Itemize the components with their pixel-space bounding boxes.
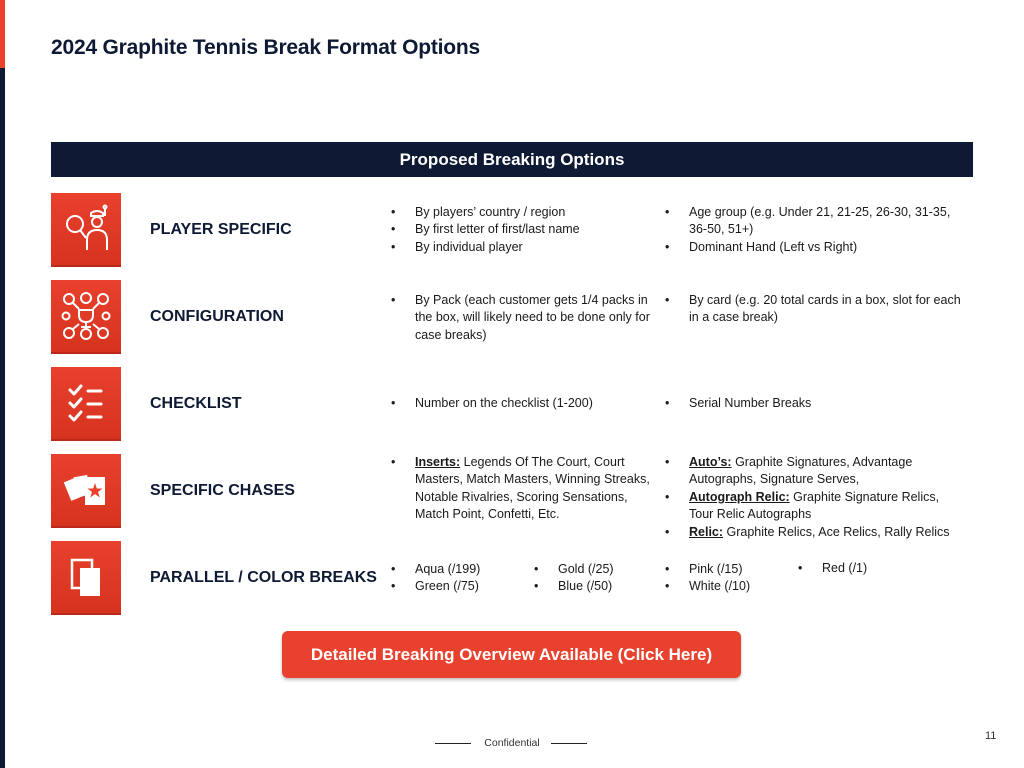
option-key: Inserts: [415, 455, 461, 469]
option-text: Legends Of The Court, Court Masters, Match Masters, Winning Streaks, Notable Rivalries, Scoring Sensations, Match Point, Confetti, Etc. [415, 455, 650, 522]
row-checklist [51, 367, 973, 441]
options-col-a1 [391, 541, 531, 615]
checklist-icon [61, 378, 111, 428]
option-item: • Age group (e.g. Under 21, 21-25, 26-30, 31-35, 36-50, 51+) [665, 204, 965, 239]
option-item: • Gold (/25) [534, 561, 654, 578]
row-specific-chases [51, 454, 973, 539]
option-item: • By card (e.g. 20 total cards in a box, slot for each in a case break) [665, 292, 965, 327]
options-col-a [391, 367, 653, 441]
option-item: • By individual player [391, 239, 653, 256]
options-col-b1 [665, 541, 795, 615]
options-col-a [391, 193, 653, 267]
option-text: Graphite Signatures, Advantage Autographs, Signature Serves, [689, 455, 913, 487]
row-icon-box [51, 193, 121, 265]
option-item: • Aqua (/199) [391, 561, 531, 578]
option-item: • By first letter of first/last name [391, 221, 653, 238]
left-edge-bar [0, 0, 5, 768]
options-col-b [665, 454, 965, 538]
row-label: PLAYER SPECIFIC [150, 221, 292, 238]
row-icon-box [51, 367, 121, 439]
row-configuration [51, 280, 973, 354]
options-col-a2 [534, 541, 654, 615]
option-item: • Dominant Hand (Left vs Right) [665, 239, 965, 256]
option-item [665, 524, 965, 541]
row-label: PARALLEL / COLOR BREAKS [150, 569, 377, 586]
option-key: Relic: [689, 524, 724, 539]
row-label: CHECKLIST [150, 395, 242, 412]
section-banner: Proposed Breaking Options [51, 142, 973, 177]
option-item [665, 489, 965, 524]
option-item [665, 454, 965, 489]
options-col-b [665, 367, 965, 441]
option-item: • Pink (/15) [665, 561, 795, 578]
page-number: 11 [985, 730, 997, 742]
row-icon-box [51, 541, 121, 613]
option-key: Autograph Relic: [689, 489, 790, 504]
copy-cards-icon [61, 552, 111, 602]
cards-star-icon [61, 465, 111, 515]
options-col-b [665, 193, 965, 267]
option-text: Graphite Relics, Ace Relics, Rally Relics [723, 524, 950, 539]
page-title: 2024 Graphite Tennis Break Format Options [51, 36, 481, 59]
row-player-specific [51, 193, 973, 267]
option-item: • Blue (/50) [534, 578, 654, 595]
row-label: CONFIGURATION [150, 308, 284, 325]
options-col-b2 [798, 541, 918, 615]
option-text: Graphite Signature Relics, Tour Relic Autographs [689, 489, 940, 522]
footer [0, 737, 1024, 751]
tennis-player-icon [61, 204, 111, 254]
option-item: • Number on the checklist (1-200) [391, 395, 653, 412]
left-edge-accent [0, 0, 5, 68]
option-item: • By Pack (each customer gets 1/4 packs in the box, will likely need to be done only for case breaks) [391, 292, 653, 344]
footer-confidential: Confidential [484, 737, 540, 749]
options-col-a [391, 280, 653, 354]
detailed-overview-button[interactable]: Detailed Breaking Overview Available (Click Here) [282, 631, 741, 678]
option-item: • White (/10) [665, 578, 795, 595]
option-item: • Red (/1) [798, 560, 918, 577]
option-item: • Serial Number Breaks [665, 395, 965, 412]
row-icon-box [51, 454, 121, 526]
trophy-network-icon [61, 291, 111, 341]
row-parallel-color-breaks [51, 541, 973, 615]
option-item [391, 454, 653, 524]
option-key: Auto’s: [689, 455, 732, 469]
options-col-b [665, 280, 965, 354]
option-item: • By players’ country / region [391, 204, 653, 221]
options-col-a [391, 454, 653, 528]
option-item: • Green (/75) [391, 578, 531, 595]
footer-rule-right [551, 743, 587, 744]
row-label: SPECIFIC CHASES [150, 482, 295, 499]
row-icon-box [51, 280, 121, 352]
